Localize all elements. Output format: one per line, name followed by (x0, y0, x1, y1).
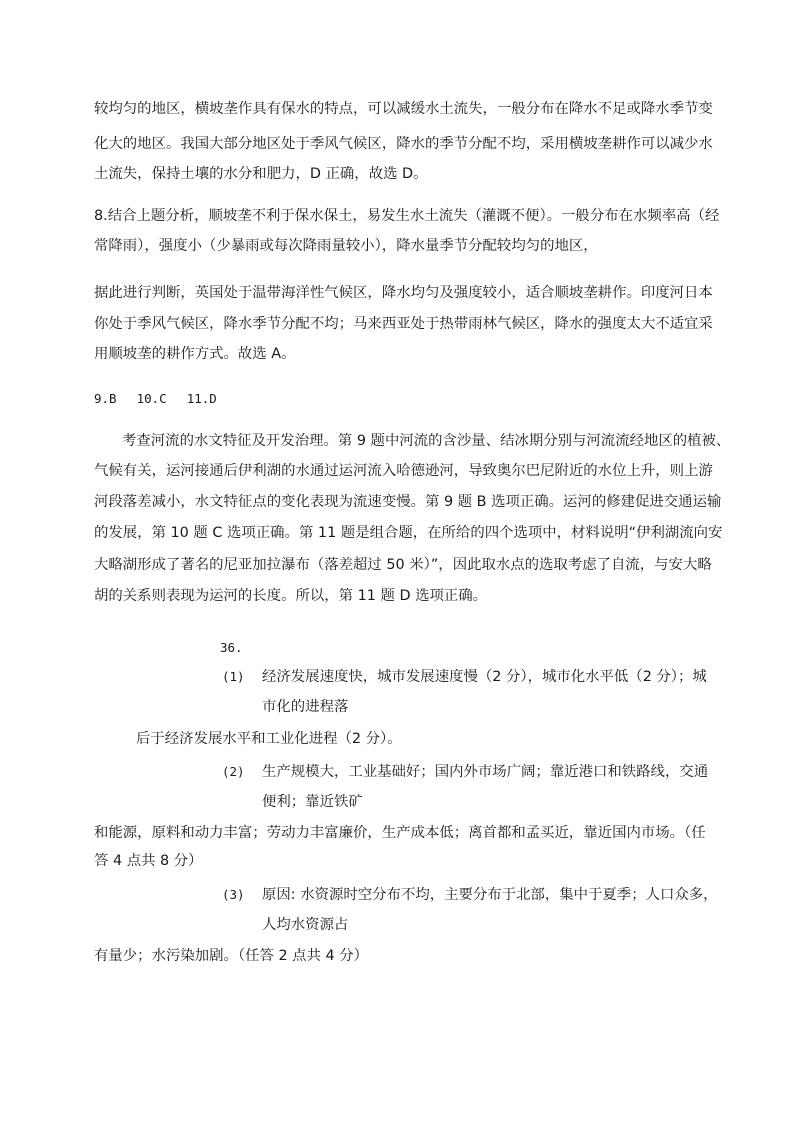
question-number: 36. (220, 640, 243, 655)
paragraph-line: 气候有关，运河接通后伊利湖的水通过运河流入哈德逊河，导致奥尔巴尼附近的水位上升，则上游 (94, 463, 713, 479)
paragraph-line: 土流失，保持土壤的水分和肥力，D 正确，故选 D。 (94, 166, 428, 182)
answer-line: 原因: 水资源时空分布不均，主要分布于北部，集中于夏季；人口众多， (262, 887, 718, 903)
sub-question-label: (2) (222, 764, 245, 779)
sub-question-label: (3) (222, 887, 245, 902)
paragraph-line: 你处于季风气候区，降水季节分配不均；马来西亚处于热带雨林气候区，降水的强度太大不适宜采 (94, 316, 713, 332)
answer-line: 答 4 点共 8 分） (94, 853, 203, 869)
answer-key: 9.B 10.C 11.D (94, 391, 217, 406)
paragraph-line: 常降雨），强度小（少暴雨或每次降雨量较小），降水量季节分配较均匀的地区， (94, 238, 598, 254)
paragraph-line: 大略湖形成了著名的尼亚加拉瀑布（落差超过 50 米）”，因此取水点的选取考虑了自流，与安大略 (94, 557, 712, 573)
answer-line: 和能源，原料和动力丰富；劳动力丰富廉价，生产成本低；离首都和孟买近，靠近国内市场。（任 (94, 825, 706, 841)
paragraph-line: 考查河流的水文特征及开发治理。第 9 题中河流的含沙量、结冰期分别与河流流经地区的植被、 (122, 433, 731, 449)
answer-line: 有量少；水污染加剧。（任答 2 点共 4 分） (94, 948, 369, 964)
paragraph-line: 胡的关系则表现为运河的长度。所以，第 11 题 D 选项正确。 (94, 588, 488, 604)
paragraph-line: 8.结合上题分析，顺坡垄不利于保水保土，易发生水土流失（灌溉不便）。一般分布在水频率高（经 (94, 208, 720, 224)
answer-line: 便利；靠近铁矿 (262, 794, 363, 810)
paragraph-line: 的发展，第 10 题 C 选项正确。第 11 题是组合题，在所给的四个选项中，材料说明“伊利湖流向安 (94, 525, 723, 541)
paragraph-line: 较均匀的地区，横坡垄作具有保水的特点，可以减缓水土流失，一般分布在降水不足或降水季节变 (94, 101, 713, 117)
answer-line: 生产规模大，工业基础好；国内外市场广阔；靠近港口和铁路线，交通 (262, 764, 709, 780)
answer-line: 经济发展速度快，城市发展速度慢（2 分），城市化水平低（2 分）；城 (262, 669, 707, 685)
sub-question-label: (1) (222, 669, 245, 684)
paragraph-line: 用顺坡垄的耕作方式。故选 A。 (94, 346, 296, 362)
paragraph-line: 河段落差减小，水文特征点的变化表现为流速变慢。第 9 题 B 选项正确。运河的修建促进交通运输 (94, 494, 722, 510)
answer-line: 后于经济发展水平和工业化进程（2 分）。 (136, 731, 402, 747)
paragraph-line: 化大的地区。我国大部分地区处于季风气候区，降水的季节分配不均，采用横坡垄耕作可以减少水 (94, 136, 713, 152)
answer-line: 人均水资源占 (262, 917, 349, 933)
paragraph-line: 据此进行判断，英国处于温带海洋性气候区，降水均匀及强度较小，适合顺坡垄耕作。印度河日本 (94, 285, 713, 301)
answer-line: 市化的进程落 (262, 699, 349, 715)
